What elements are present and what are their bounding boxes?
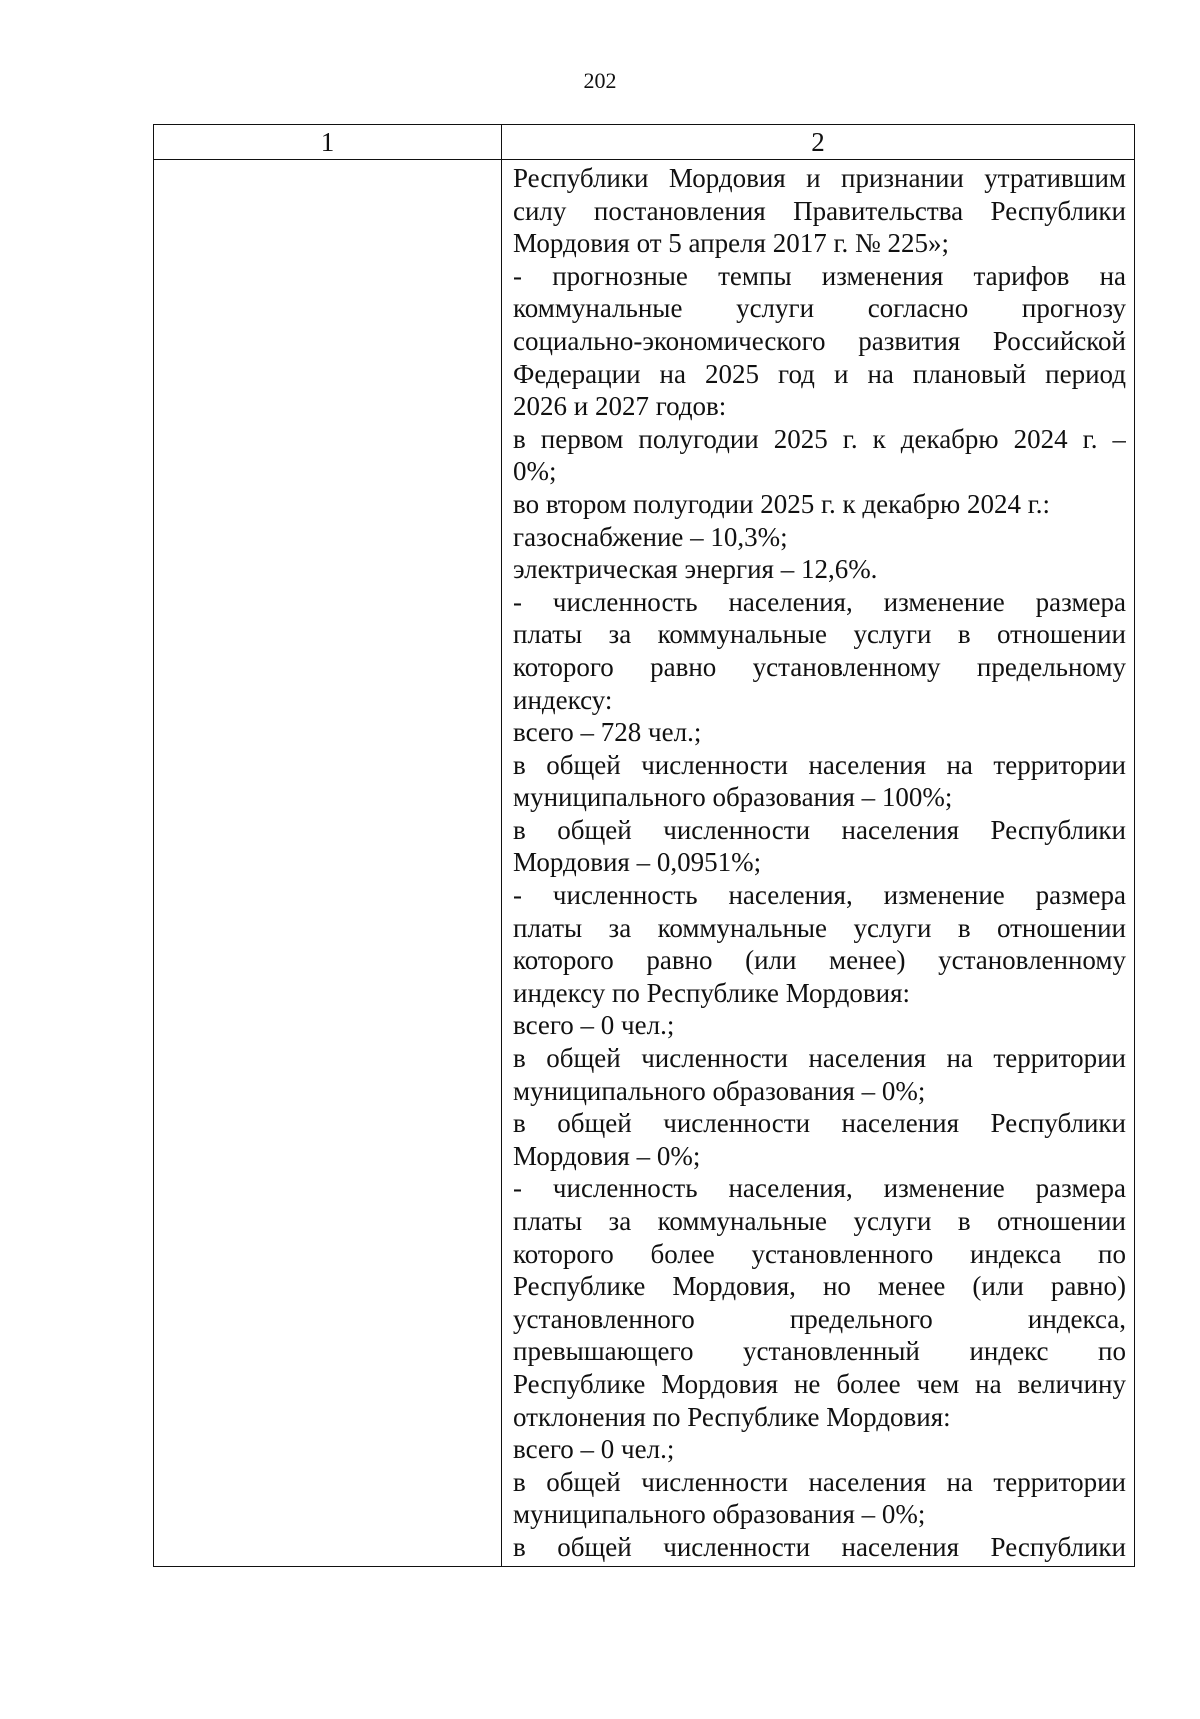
text-line: которого более установленного индекса по — [513, 1238, 1126, 1269]
text-line: - численность населения, изменение размера — [513, 1173, 1126, 1204]
text-line: установленного предельного индекса, — [513, 1303, 1126, 1334]
body-text — [502, 160, 1134, 1564]
text-line: электрическая энергия – 12,6%. — [513, 554, 878, 585]
text-line: Федерации на 2025 год и на плановый период — [513, 358, 1126, 389]
text-line: всего – 0 чел.; — [513, 1434, 675, 1465]
text-line: в общей численности населения Республики — [513, 814, 1126, 845]
text-line: индексу по Республике Мордовия: — [513, 977, 911, 1008]
text-line: во втором полугодии 2025 г. к декабрю 2024 г.: — [513, 488, 1050, 519]
text-line: Мордовия – 0,0951%; — [513, 847, 762, 878]
text-line: - численность населения, изменение размера — [513, 880, 1126, 911]
text-line: индексу: — [513, 684, 613, 715]
text-line: в общей численности населения Республики — [513, 1108, 1126, 1139]
text-line: Мордовия – 0%; — [513, 1140, 701, 1171]
text-line: муниципального образования – 100%; — [513, 782, 953, 813]
text-line: в первом полугодии 2025 г. к декабрю 2024 г. – — [513, 423, 1126, 454]
text-line: - численность населения, изменение размера — [513, 586, 1126, 617]
table-header-row — [154, 125, 1135, 160]
text-line: в общей численности населения на территории — [513, 749, 1126, 780]
text-line: 0%; — [513, 456, 557, 487]
document-table — [153, 124, 1135, 1567]
table-cell-column-1 — [154, 160, 502, 1567]
text-line: муниципального образования – 0%; — [513, 1075, 926, 1106]
text-line: газоснабжение – 10,3%; — [513, 521, 788, 552]
column-header-2: 2 — [502, 125, 1135, 160]
text-line: силу постановления Правительства Республики — [513, 195, 1126, 226]
column-header-1: 1 — [154, 125, 502, 160]
text-line: муниципального образования – 0%; — [513, 1499, 926, 1530]
text-line: отклонения по Республике Мордовия: — [513, 1401, 951, 1432]
text-line: которого равно (или менее) установленному — [513, 945, 1126, 976]
text-line: превышающего установленный индекс по — [513, 1336, 1126, 1367]
text-line: платы за коммунальные услуги в отношении — [513, 912, 1126, 943]
text-line: коммунальные услуги согласно прогнозу — [513, 293, 1126, 324]
text-line: Мордовия от 5 апреля 2017 г. № 225»; — [513, 228, 950, 259]
text-line: платы за коммунальные услуги в отношении — [513, 619, 1126, 650]
text-line: платы за коммунальные услуги в отношении — [513, 1206, 1126, 1236]
text-line: Республики Мордовия и признании утратившим — [513, 163, 1126, 193]
page-number: 202 — [583, 68, 617, 93]
text-line: Республике Мордовия не более чем на величину — [513, 1368, 1126, 1399]
table-row — [154, 160, 1135, 1567]
text-line: которого равно установленному предельному — [513, 651, 1126, 682]
text-line: Республике Мордовия, но менее (или равно) — [513, 1271, 1126, 1302]
table-cell-column-2 — [502, 160, 1135, 1567]
text-line: всего – 0 чел.; — [513, 1010, 675, 1041]
text-line: 2026 и 2027 годов: — [513, 391, 727, 422]
text-line: всего – 728 чел.; — [513, 717, 702, 748]
text-line: в общей численности населения на территории — [513, 1466, 1126, 1497]
text-line: в общей численности населения на территории — [513, 1043, 1126, 1074]
text-line: социально-экономического развития Российской — [513, 325, 1126, 356]
text-line: в общей численности населения Республики — [513, 1531, 1126, 1562]
text-line: - прогнозные темпы изменения тарифов на — [513, 260, 1126, 291]
